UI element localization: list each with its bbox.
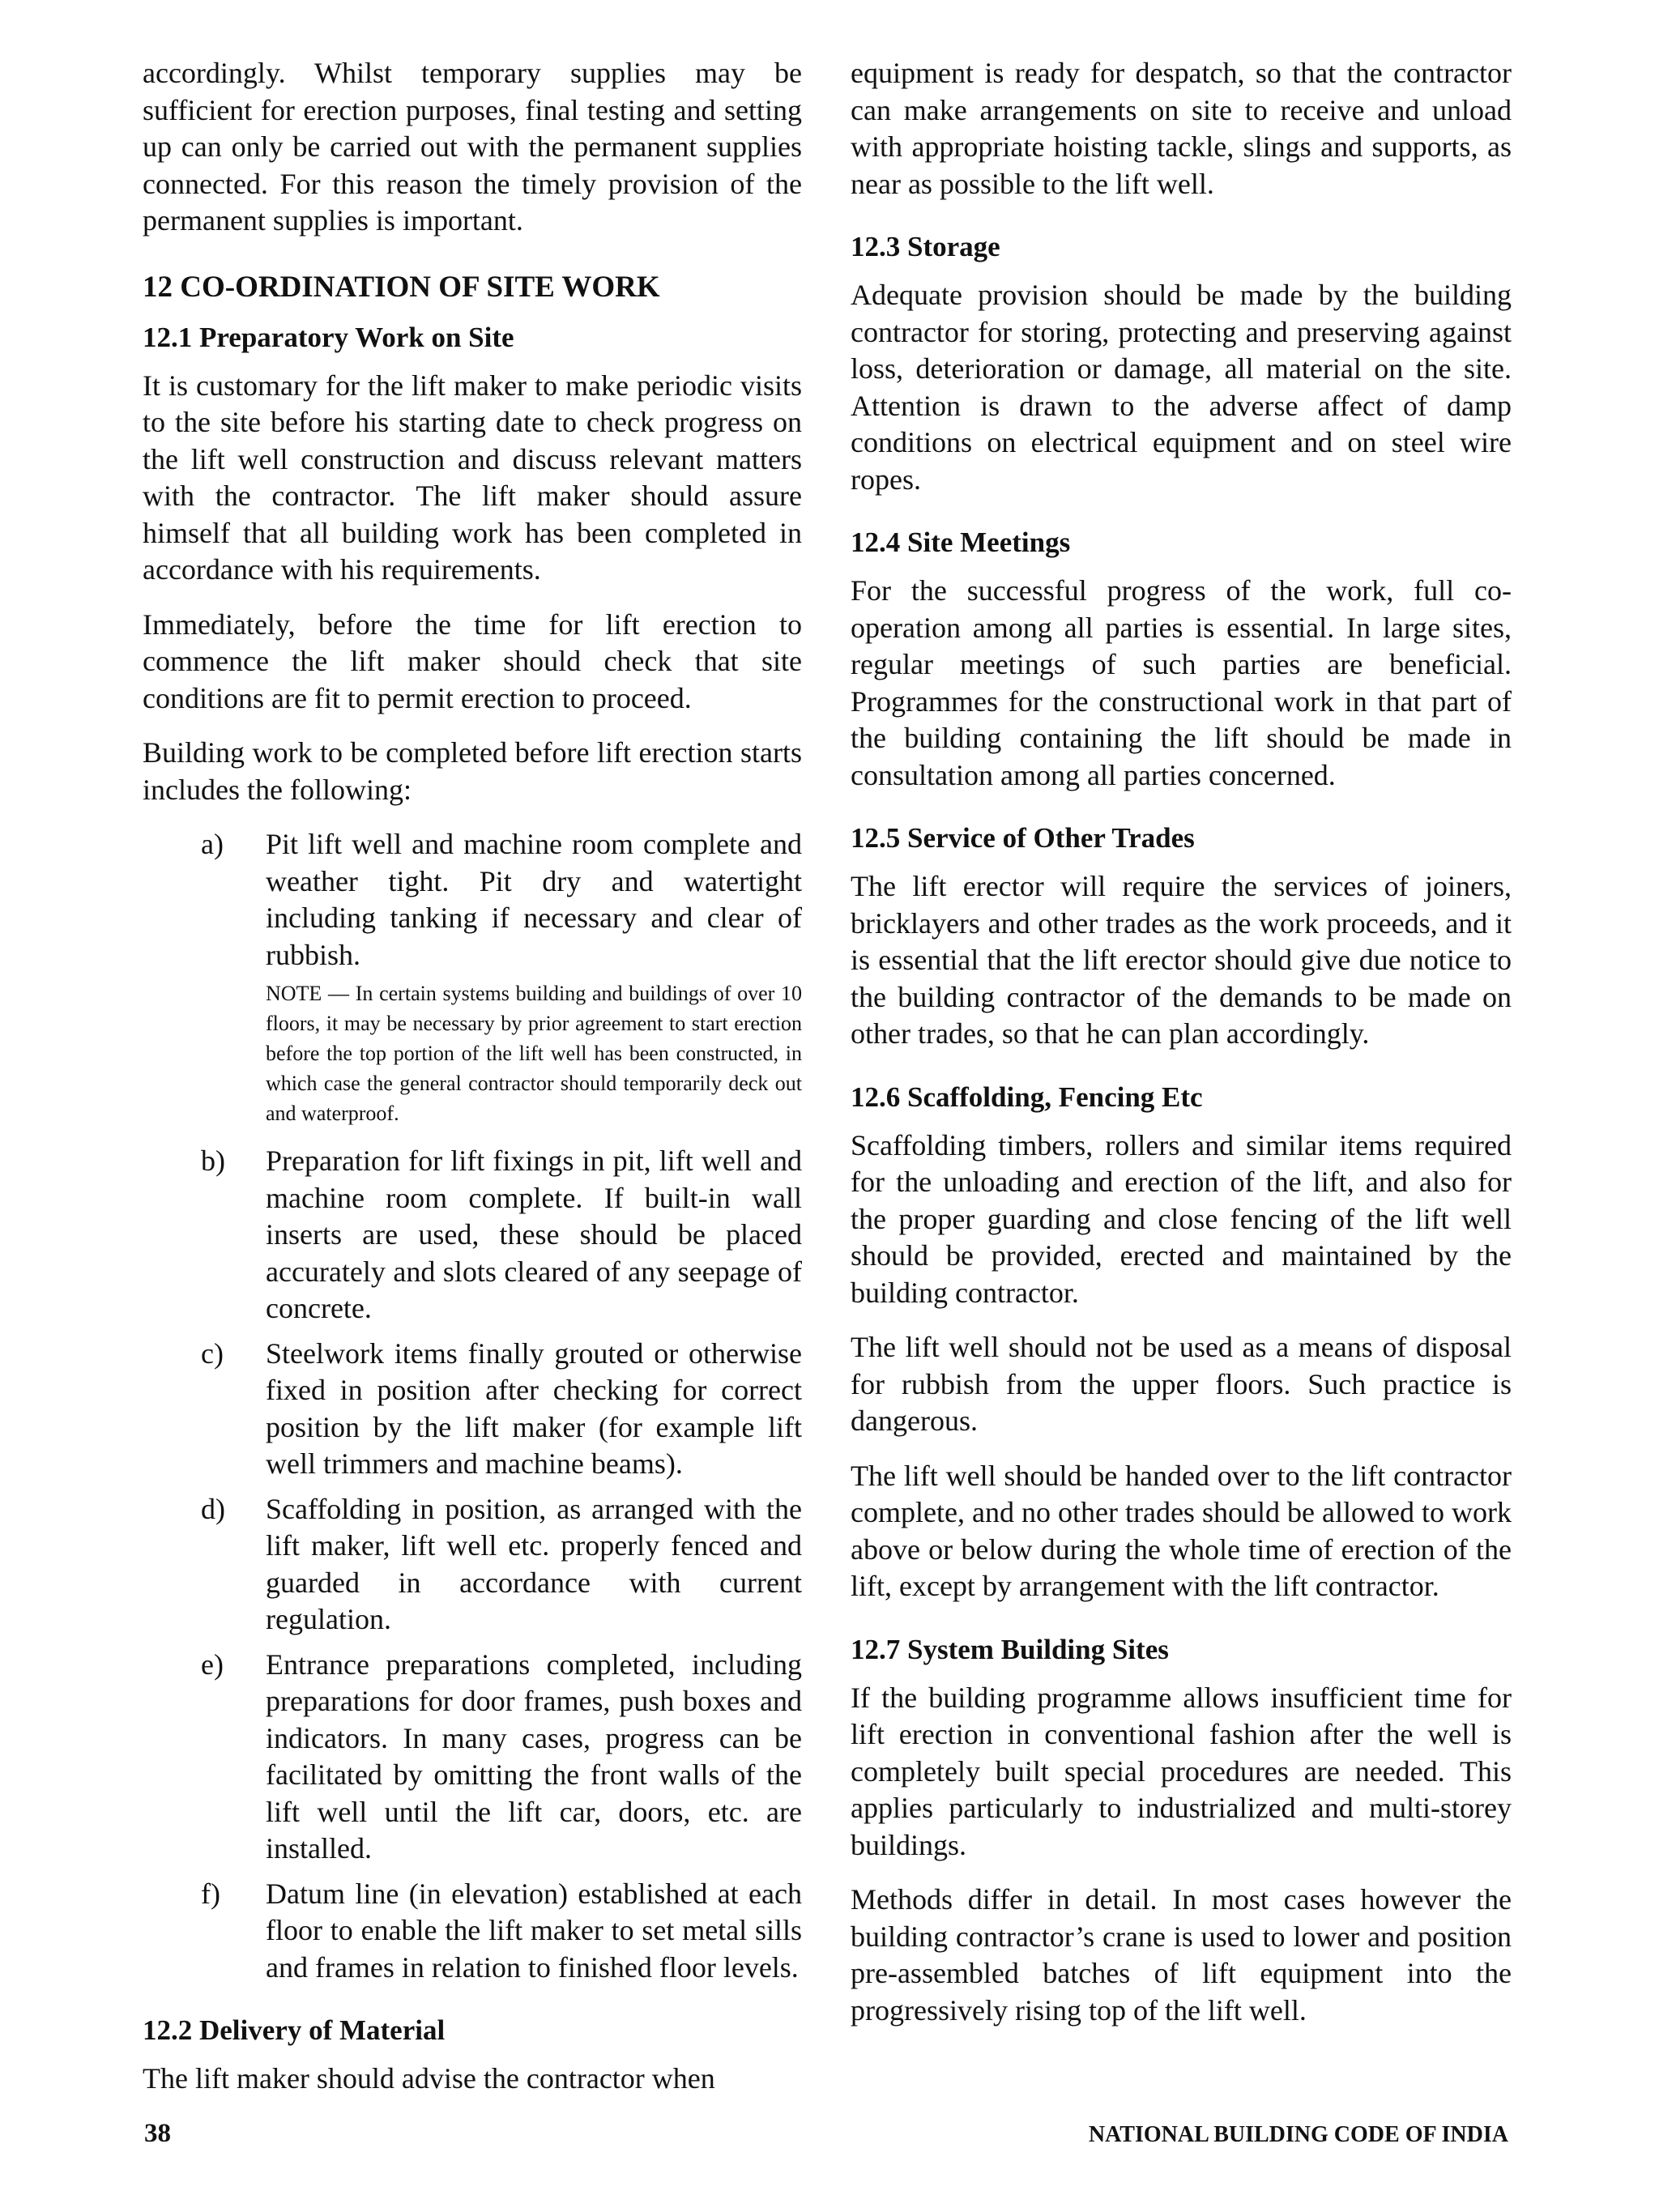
list-item xyxy=(143,1491,802,1639)
list-item xyxy=(143,1143,802,1328)
page-number: 38 xyxy=(144,2119,171,2148)
list-marker: d) xyxy=(201,1492,225,1525)
list-item xyxy=(143,1336,802,1483)
section-12-1-paragraph: Immediately, before the time for lift erection to commence the lift maker should check that site conditions are fit to permit erection to proceed. xyxy=(143,607,802,714)
section-12-3-heading: 12.3 Storage xyxy=(851,231,1000,262)
section-12-1-paragraph: Building work to be completed before lift erection starts includes the following: xyxy=(143,736,802,806)
list-item-text: Datum line (in elevation) established at each floor to enable the lift maker to set metal sills and frames in relation to finished floor levels. xyxy=(266,1877,802,1984)
requirements-list xyxy=(143,826,802,1986)
section-12-6-paragraph: The lift well should not be used as a means of disposal for rubbish from the upper floors. Such practice is dangerous. xyxy=(851,1331,1512,1437)
section-12-1-heading: 12.1 Preparatory Work on Site xyxy=(143,321,514,353)
list-marker: f) xyxy=(201,1877,220,1910)
continued-paragraph: equipment is ready for despatch, so that the contractor can make arrangements on site to receive and unload with appropriate hoisting tackle, slings and supports, as near as possible to the lift well. xyxy=(851,57,1512,200)
publication-title: NATIONAL BUILDING CODE OF INDIA xyxy=(1088,2122,1508,2147)
section-12-6-paragraph: Scaffolding timbers, rollers and similar items required for the unloading and erection of the lift, and also for the proper guarding and close fencing of the lift well should be provided, erected and maintained by the building contractor. xyxy=(851,1128,1512,1309)
section-12-heading: 12 CO-ORDINATION OF SITE WORK xyxy=(143,270,660,304)
list-item-text: Entrance preparations completed, including preparations for door frames, push boxes and indicators. In many cases, progress can be facilitated by omitting the front walls of the lift well until the lift car, doors, etc. are installed. xyxy=(266,1647,802,1865)
note: NOTE — In certain systems building and buildings of over 10 floors, it may be necessary by prior agreement to start erection before the top portion of the lift well has been constructed, in which case the general contractor should temporarily deck out and waterproof. xyxy=(266,982,802,1125)
list-item-text: Preparation for lift fixings in pit, lift well and machine room complete. If built-in wall inserts are used, these should be placed accurately and slots cleared of any seepage of concrete. xyxy=(266,1144,802,1324)
list-item xyxy=(143,826,802,1135)
section-12-4-paragraph: For the successful progress of the work, full co-operation among all parties is essential. In large sites, regular meetings of such parties are beneficial. Programmes for the constructional work in that part of the building containing the lift should be made in consultation among all parties concerned. xyxy=(851,574,1512,791)
section-12-7-paragraph: Methods differ in detail. In most cases however the building contractor’s crane is used to lower and position pre-assembled batches of lift equipment into the progressively rising top of the lift well. xyxy=(851,1883,1512,2027)
right-column xyxy=(851,55,1512,2047)
section-12-2-heading: 12.2 Delivery of Material xyxy=(143,2014,446,2046)
list-item-text: Scaffolding in position, as arranged with the lift maker, lift well etc. properly fenced and guarded in accordance with current regulation. xyxy=(266,1492,802,1635)
intro-paragraph: accordingly. Whilst temporary supplies may be sufficient for erection purposes, final testing and setting up can only be carried out with the permanent supplies connected. For this reason the timely provision of the permanent supplies is important. xyxy=(143,57,802,237)
section-12-4-heading: 12.4 Site Meetings xyxy=(851,526,1071,558)
section-12-7-paragraph: If the building programme allows insufficient time for lift erection in conventional fashion after the well is completely built special procedures are needed. This applies particularly to industrialized and multi-storey buildings. xyxy=(851,1681,1512,1861)
section-12-6-heading: 12.6 Scaffolding, Fencing Etc xyxy=(851,1080,1203,1113)
section-12-7-heading: 12.7 System Building Sites xyxy=(851,1633,1169,1665)
list-marker: b) xyxy=(201,1144,225,1177)
list-marker: c) xyxy=(201,1336,224,1370)
section-12-2-paragraph: The lift maker should advise the contractor when xyxy=(143,2062,715,2095)
section-12-3-paragraph: Adequate provision should be made by the building contractor for storing, protecting and preserving against loss, deterioration or damage, all material on the site. Attention is drawn to the adverse affect of damp conditions on electrical equipment and on steel wire ropes. xyxy=(851,279,1512,496)
list-marker: a) xyxy=(201,828,224,860)
list-item xyxy=(143,1647,802,1868)
section-12-5-heading: 12.5 Service of Other Trades xyxy=(851,822,1195,854)
list-item xyxy=(143,1876,802,1987)
list-item-text: Steelwork items finally grouted or otherwise fixed in position after checking for correct position by the lift maker (for example lift well trimmers and machine beams). xyxy=(266,1336,802,1480)
list-marker: e) xyxy=(201,1647,224,1681)
section-12-5-paragraph: The lift erector will require the services of joiners, bricklayers and other trades as the work proceeds, and it is essential that the lift erector should give due notice to the building contractor of the demands to be made on other trades, so that he can plan accordingly. xyxy=(851,870,1512,1050)
section-12-1-paragraph: It is customary for the lift maker to make periodic visits to the site before his starting date to check progress on the lift well construction and discuss relevant matters with the contractor. The lift maker should assure himself that all building work has been completed in accordance with his requirements. xyxy=(143,369,802,586)
list-item-text: Pit lift well and machine room complete and weather tight. Pit dry and watertight including tanking if necessary and clear of rubbish. xyxy=(266,828,802,971)
left-column xyxy=(143,55,802,2116)
section-12-6-paragraph: The lift well should be handed over to the lift contractor complete, and no other trades should be allowed to work above or below during the whole time of erection of the lift, except by arrangement with the lift contractor. xyxy=(851,1459,1512,1602)
